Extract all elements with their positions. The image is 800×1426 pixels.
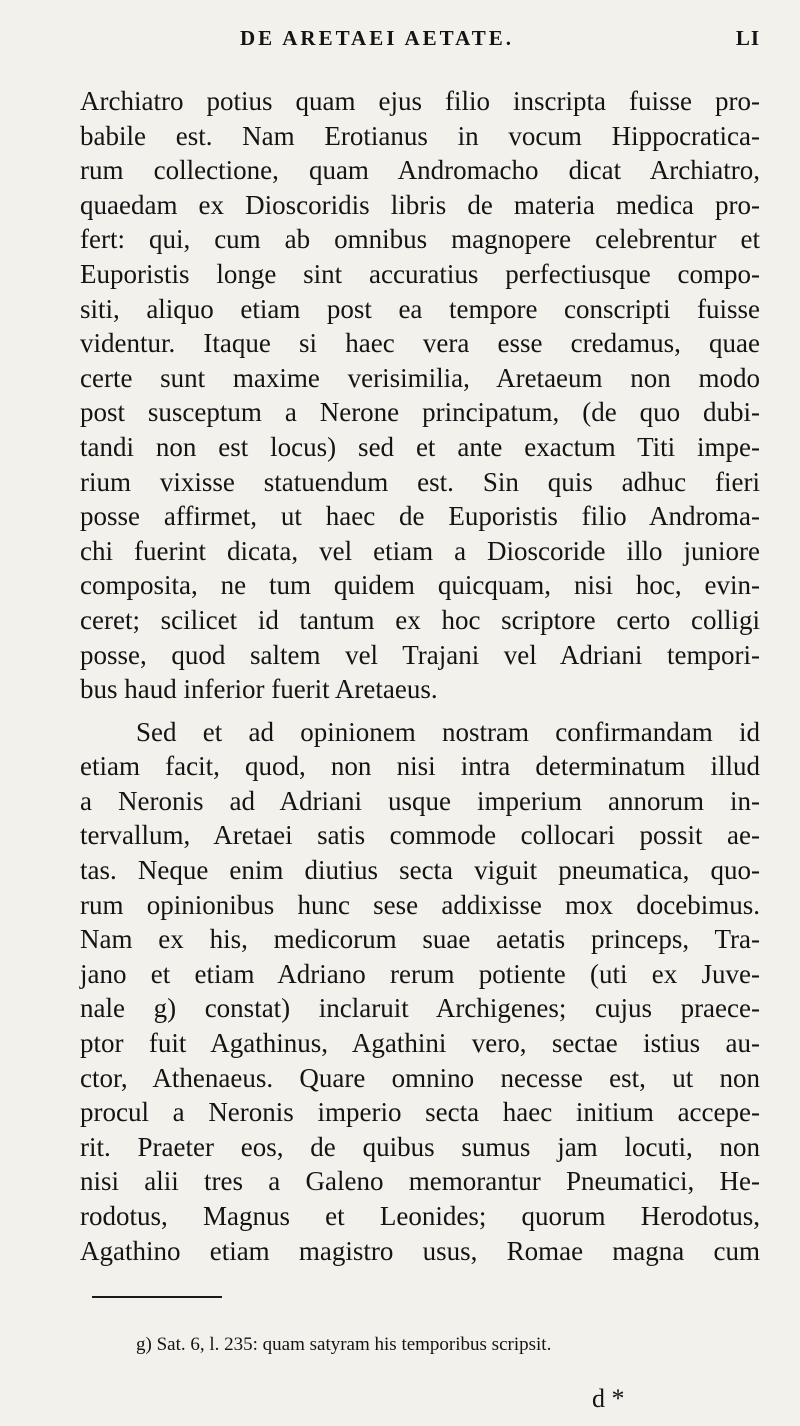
page-header — [80, 26, 760, 56]
text-line: post susceptum a Nerone principatum, (de quo dubi- — [80, 397, 760, 428]
text-line: certe sunt maxime verisimilia, Aretaeum non modo — [80, 362, 760, 393]
text-line: tervallum, Aretaei satis commode collocari possit ae- — [80, 820, 760, 851]
text-line: Agathino etiam magistro usus, Romae magna cum — [80, 1235, 760, 1266]
text-line: siti, aliquo etiam post ea tempore conscripti fuisse — [80, 293, 760, 324]
text-line: nisi alii tres a Galeno memorantur Pneumatici, He- — [80, 1166, 760, 1197]
text-line: bus haud inferior fuerit Aretaeus. — [80, 674, 438, 705]
text-line: rium vixisse statuendum est. Sin quis adhuc fieri — [80, 466, 760, 497]
text-line: chi fuerint dicata, vel etiam a Dioscoride illo juniore — [80, 535, 760, 566]
text-line: rit. Praeter eos, de quibus sumus jam locuti, non — [80, 1131, 760, 1162]
text-line: etiam facit, quod, non nisi intra determinatum illud — [80, 751, 760, 782]
running-head: DE ARETAEI AETATE. — [240, 26, 514, 50]
text-line: Nam ex his, medicorum suae aetatis princeps, Tra- — [80, 924, 760, 955]
footnote: g) Sat. 6, l. 235: quam satyram his temporibus scripsit. — [136, 1334, 552, 1355]
text-line: a Neronis ad Adriani usque imperium annorum in- — [80, 785, 760, 816]
text-line: Archiatro potius quam ejus filio inscripta fuisse pro- — [80, 86, 760, 116]
paragraph-gap — [80, 707, 760, 715]
signature-mark: d * — [592, 1384, 625, 1413]
text-line: quaedam ex Dioscoridis libris de materia medica pro- — [80, 189, 760, 220]
text-line: videntur. Itaque si haec vera esse credamus, quae — [80, 328, 760, 359]
text-line: ctor, Athenaeus. Quare omnino necesse est, ut non — [80, 1062, 760, 1093]
footnote-rule — [92, 1296, 222, 1298]
text-line: rodotus, Magnus et Leonides; quorum Herodotus, — [80, 1201, 760, 1231]
text-line: rum collectione, quam Andromacho dicat Archiatro, — [80, 155, 760, 186]
text-line: ptor fuit Agathinus, Agathini vero, sectae istius au- — [80, 1028, 760, 1059]
text-line: babile est. Nam Erotianus in vocum Hippocratica- — [80, 120, 760, 151]
text-line: procul a Neronis imperio secta haec initium accepe- — [80, 1097, 760, 1128]
text-line: rum opinionibus hunc sese addixisse mox docebimus. — [80, 889, 760, 920]
text-line: jano et etiam Adriano rerum potiente (uti ex Juve- — [80, 958, 760, 989]
text-line: ceret; scilicet id tantum ex hoc scriptore certo colligi — [80, 604, 760, 635]
text-line: tandi non est locus) sed et ante exactum Titi impe- — [80, 431, 760, 462]
text-line: fert: qui, cum ab omnibus magnopere celebrentur et — [80, 224, 760, 255]
text-line: tas. Neque enim diutius secta viguit pneumatica, quo- — [80, 855, 760, 886]
text-line: nale g) constat) inclaruit Archigenes; cujus praece- — [80, 993, 760, 1024]
page-number: LI — [735, 26, 760, 50]
text-line: composita, ne tum quidem quicquam, nisi hoc, evin- — [80, 570, 760, 601]
text-line: Euporistis longe sint accuratius perfectiusque compo- — [80, 258, 760, 289]
text-line: posse affirmet, ut haec de Euporistis filio Androma- — [80, 501, 760, 532]
text-line: posse, quod saltem vel Trajani vel Adriani tempori- — [80, 639, 760, 670]
text-line: Sed et ad opinionem nostram confirmandam id — [136, 716, 760, 747]
body-text — [80, 84, 760, 1268]
